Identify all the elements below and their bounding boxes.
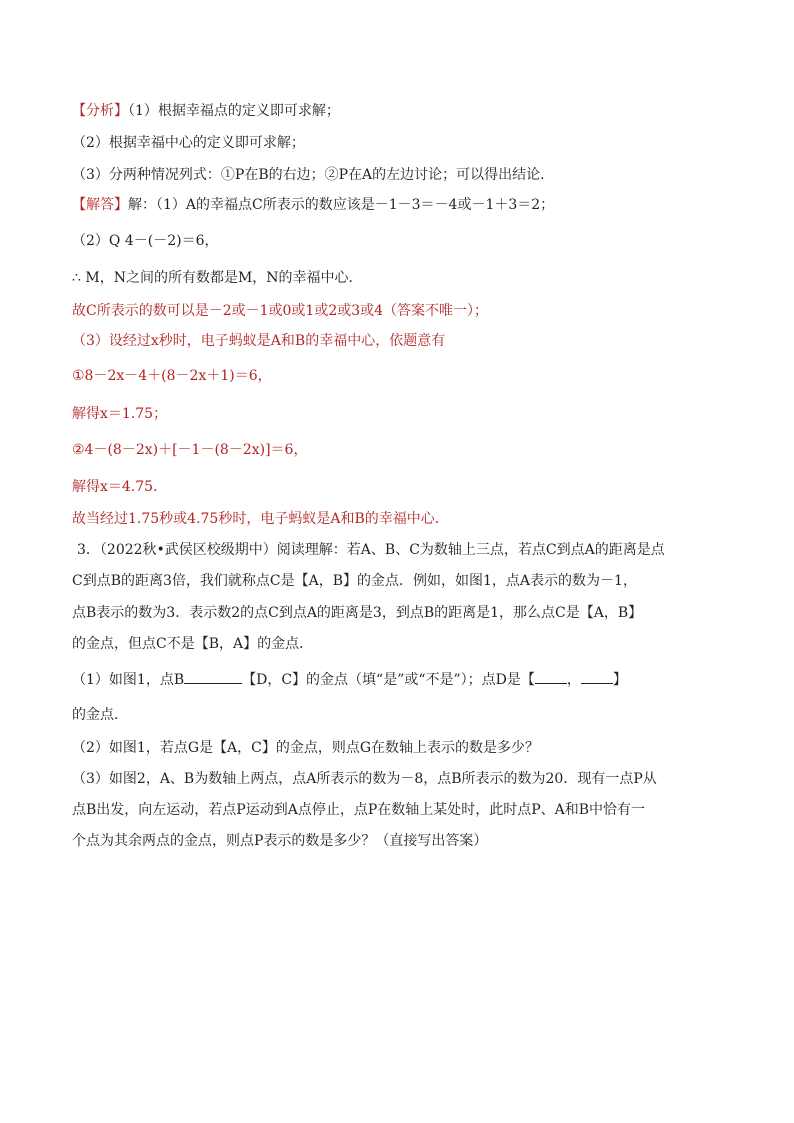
- solution-tag: 【解答】: [72, 197, 128, 213]
- problem3-para-3: 点B表示的数为3．表示数2的点C到点A的距离是3，到点B的距离是1，那么点C是【A，B】: [72, 605, 643, 621]
- solution-step-1: 解：（1）A的幸福点C所表示的数应该是－1－3＝－4或－1＋3＝2；: [128, 197, 555, 213]
- solution-step-5: （3）设经过x秒时，电子蚂蚁是A和B的幸福中心，依题意有: [72, 333, 446, 349]
- solution-result-1: 解得x＝1.75；: [72, 406, 168, 422]
- solution-step-4: 故C所表示的数可以是－2或－1或0或1或2或3或4（答案不唯一）；: [72, 303, 489, 319]
- problem3-para-1: 3．（2022秋•武侯区校级期中）阅读理解：若A、B、C为数轴上三点，若点C到点A的距离是点: [77, 542, 665, 558]
- answer-blank-3[interactable]: [581, 669, 613, 684]
- analysis-step-3: （3）分两种情况列式：①P在B的右边；②P在A的左边讨论；可以得出结论．: [72, 167, 555, 183]
- solution-step-2: （2）Q 4－(－2)＝6，: [72, 233, 219, 249]
- solution-equation-2: ②4－(8－2x)＋[－1－(8－2x)]＝6，: [72, 442, 308, 458]
- question-1: [72, 669, 627, 690]
- solution-conclusion: 故当经过1.75秒或4.75秒时，电子蚂蚁是A和B的幸福中心．: [72, 511, 449, 527]
- answer-blank-2[interactable]: [535, 669, 567, 684]
- analysis-step-2: （2）根据幸福中心的定义即可求解；: [72, 135, 305, 151]
- analysis-tag: 【分析】: [72, 103, 128, 119]
- question-1-text-d: 】: [612, 672, 627, 688]
- problem3-para-2: C到点B的距离3倍，我们就称点C是【A，B】的金点．例如，如图1，点A表示的数为－1，: [72, 573, 637, 589]
- question-1-text-b: 【D，C】的金点（填“是”或“不是”）；点D是【: [242, 672, 535, 688]
- question-3-line-1: （3）如图2，A、B为数轴上两点，点A所表示的数为－8，点B所表示的数为20．现有一点P从: [72, 771, 657, 787]
- question-3-line-3: 个点为其余两点的金点，则点P表示的数是多少？（直接写出答案）: [72, 833, 488, 849]
- answer-blank-1[interactable]: [184, 669, 242, 684]
- question-2: （2）如图1，若点G是【A，C】的金点，则点G在数轴上表示的数是多少？: [72, 740, 540, 756]
- solution-result-2: 解得x＝4.75．: [72, 479, 168, 495]
- solution-equation-1: ①8－2x－4＋(8－2x＋1)＝6，: [72, 368, 272, 384]
- question-1-continuation: 的金点．: [72, 707, 128, 723]
- question-3-line-2: 点B出发，向左运动，若点P运动到A点停止，点P在数轴上某处时，此时点P、A和B中恰有一: [72, 802, 646, 818]
- solution-step-3: ∴ M，N之间的所有数都是M，N的幸福中心．: [72, 270, 363, 286]
- problem3-para-4: 的金点，但点C不是【B，A】的金点．: [72, 636, 314, 652]
- analysis-step-1: （1）根据幸福点的定义即可求解；: [128, 103, 340, 119]
- solution-line-1: [72, 195, 554, 215]
- analysis-line-1: [72, 101, 340, 121]
- question-1-text-a: （1）如图1，点B: [72, 672, 185, 688]
- question-1-text-c: ，: [566, 672, 581, 688]
